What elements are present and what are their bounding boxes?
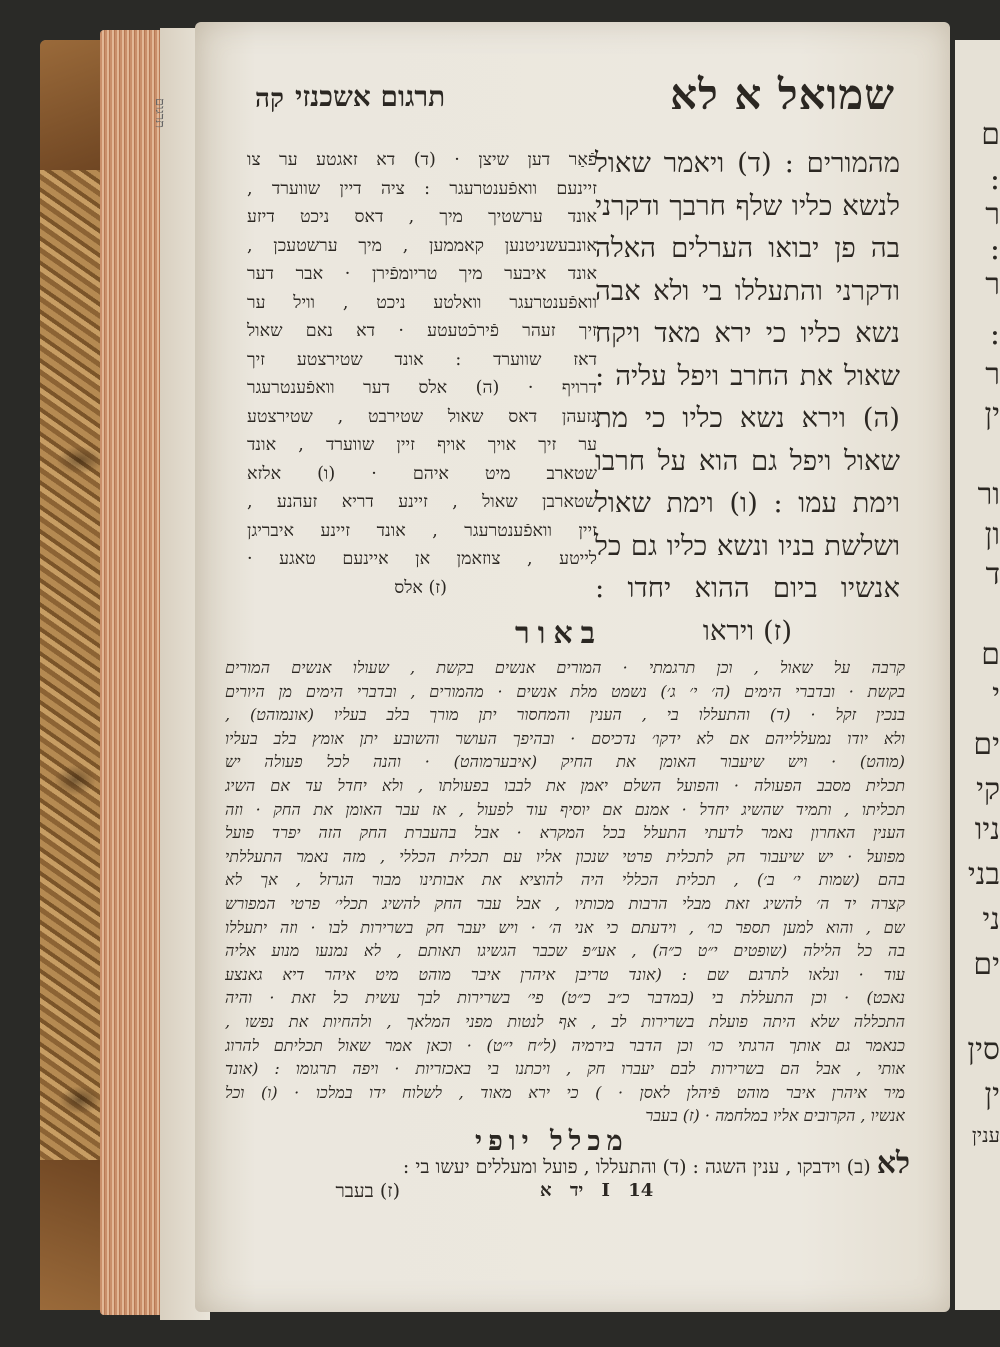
commentary-line: תכלית מסבב הפעולה · והפועל השלם יאמן את לבבו בפעולתו , ולא יחדל עד אם השיג [225, 775, 905, 795]
facing-fragment: ים [973, 727, 1000, 762]
facing-fragment: בני [967, 857, 1000, 892]
targum-line: וואפֿענטרעגר וואלטע ניכט , וויל ער [247, 292, 597, 313]
commentary-line: ולא יודו נמעללייהם אם לא ידקו׳ נדכיסם · ובהיפך העושר והשובע יתן אומץ בלב בעליו [225, 728, 905, 748]
main-line: שאול ויפל גם הוא על חרבו [595, 444, 900, 477]
targum-column [247, 146, 597, 602]
commentary-line: עוד · ונלאו לתרגם שם : (אונד טריבן איהרן איבר מוהט מיט איהר דיא גאנצע [225, 964, 905, 984]
targum-line: אונבעשניטנען קאממען , מיך ערשטעכן , [247, 235, 597, 256]
targum-line: זיך זעהר פֿירכֿטעטע · דא נאם שאול [247, 321, 597, 341]
facing-fragment: ם [981, 637, 1000, 672]
commentary-heading: באור [515, 616, 604, 651]
facing-fragment: ין [984, 1077, 1000, 1112]
commentary-line: כנאמר גם אותך הרגתי כו׳ וכן הדבר בירמיה (ל״ח י״ט) · וכאן אמר שאול תכליתם להרוג [225, 1035, 905, 1055]
glossary-catchword: (ז) בעבר [335, 1180, 400, 1202]
signature-number: 14 [628, 1180, 654, 1201]
targum-line: לייטע , צוזאמן אן איינעם טאגע · [247, 549, 597, 569]
commentary-line: בקשת · ובדברי הימים (ה׳ י׳ ג׳) נשמט מלת אנשים · מהמורים , ובדברי הימים מן היורים [225, 681, 905, 701]
targum-line: דרויף · (ה) אלס דער וואפֿענטרעגר [247, 378, 597, 398]
glossary-text: (ב) וידבקו , ענין השגה : (ד) והתעללו , פועל ומעללים יעשו בי : [402, 1156, 871, 1178]
glossary-heading: מכלל יופי [475, 1126, 629, 1157]
signature-letters: יד א [540, 1180, 584, 1201]
main-line: לנשא כליו שלף חרבך ודקרני [595, 189, 900, 222]
book-page [195, 22, 950, 1312]
facing-fragment: ני [982, 902, 1000, 937]
facing-fragment: : [989, 232, 1000, 267]
targum-line: ער זיך אויך אויף זיין שווערד , אונד [247, 435, 597, 455]
glossary-chapter: לא [876, 1146, 910, 1181]
facing-fragment: : [989, 317, 1000, 352]
targum-line: פֿאַר דען שיצן · (ד) דא זאגטע ער צו [247, 150, 597, 170]
signature-mark: I [601, 1180, 610, 1201]
commentary-line: מפועל · יש שיעבור חק לתכלית פרטי שנכון אליו עם תכלית הכללי , מזה נאמר התעללתי [225, 846, 905, 866]
commentary-line: נאכט) · וכן התעללת בי (במדבר כ״ב כ״ט) פי׳ בשרירות לבך עשית כל זאת · והיה [225, 988, 905, 1008]
main-line: ודקרני והתעללו בי ולא אבה [595, 274, 900, 307]
targum-line: שטארב מיט איהם · (ו) אלזא [247, 463, 597, 484]
commentary-line: הענין האחרון נאמר לדעתי התעלל בכל המקרא · אבל בהעברת החק הזה יפרד פועל [225, 823, 905, 843]
commentary-line: בנכין זקל · (ד) והתעללו בי , הענין והמחסור יתן מורך בלב בעליו (אונמוהט) , [225, 705, 905, 725]
facing-fragment: ין [984, 397, 1000, 432]
main-line: וימת עמו : (ו) וימת שאול [595, 487, 900, 519]
facing-fragment: ר [985, 357, 1000, 392]
facing-page-sliver [955, 40, 1000, 1310]
main-line: (ה) וירא נשא כליו כי מת [595, 402, 900, 434]
commentary-line: מיר איהרן איבר מוהט פֿיהלן לאסן · ) כי ירא מאוד , לשלוח ידו במלכו · (ו) וכל [225, 1082, 905, 1102]
commentary-line: התכללה שלא היתה פועלת בשרירות לב , אף לנטות מפני המלאך , ולהחיות את נפשו , [225, 1011, 905, 1031]
printer-signature [540, 1180, 653, 1201]
facing-fragment: ם [981, 117, 1000, 152]
main-text-column [595, 142, 900, 652]
main-line: ושלשת בניו ונשא כליו גם כל [595, 529, 900, 562]
targum-line: שטארבן שאול , זיינע דריא זעהנע , [247, 492, 597, 512]
commentary-line: תכליתו , ותמיד שהשיג יחדל · אמנם אם יוסיף עוד לפעול , אז עבר האומן את החק · וזה [225, 799, 905, 819]
facing-fragment: סין [967, 1032, 1000, 1067]
commentary-line: קרבה על שאול , וכן תרגמתי · המורים אנשים בקשת , שעולו אנשים המורים [225, 658, 905, 677]
facing-fragment: : [989, 162, 1000, 197]
commentary-line: בהם (שמות י׳ ב׳) , תכלית הכללי היה להוציא את אבותינו מבור הגרזל , אך לא [225, 870, 905, 890]
main-line: שאול את החרב ויפל עליה : [595, 359, 900, 392]
targum-line: אונד איבער מיך טריומפֿירן · אבר דער [247, 264, 597, 284]
running-title: שמואל א לא [670, 70, 895, 119]
facing-fragment: י [992, 677, 1000, 712]
facing-fragment: ור [977, 477, 1000, 512]
commentary-line: בה כל הלילה (שופטים י״ט כ״ה) , אע״פ שכבר הגשיגו תאותם , לא נמנעו מנוע אליה [225, 941, 905, 961]
facing-fragment: ד [985, 557, 1000, 592]
targum-line: גזעהן דאס שאול שטירבט , שטירצטע [247, 406, 597, 427]
targum-line: דאז שווערד : אונד שטירצטע זיך [247, 349, 597, 370]
commentary-line: קצרה יד ה׳ להשיג זאת מבלי הרבות מכותיו , אבל עבר החק להשיג תכלי׳ פרטי המפורש [225, 893, 905, 913]
targum-line: אונד ערשטיך מיך , דאס ניכט דיזע [247, 207, 597, 227]
page-number: קה [255, 84, 284, 114]
main-line: נשא כליו כי ירא מאד ויקח [595, 317, 900, 349]
main-catchword: (ז) ויראו [702, 614, 793, 647]
commentary-block [225, 656, 905, 1128]
facing-fragment: קי [976, 772, 1000, 807]
main-line: אנשיו ביום ההוא יחדו : [595, 572, 900, 604]
targum-line: זיינעם וואפֿענטרעגר : ציה דיין שווערד , [247, 178, 597, 199]
main-line: בה פן יבואו הערלים האלה [595, 232, 900, 264]
facing-fragment: ר [985, 267, 1000, 302]
targum-line: זיין וואפֿענטרעגר , אונד זיינע איבריגן [247, 520, 597, 541]
main-line: מהמורים : (ד) ויאמר שאול [595, 147, 900, 179]
targum-catchword: (ז) אלס [394, 577, 447, 598]
commentary-line: שם , והוא למען תספר כו׳ , וידעתם כי אני ה׳ · ויש יעבר חק בשרירות לבו · וזה יתעללו [225, 917, 905, 937]
facing-fragment: ר [985, 197, 1000, 232]
commentary-line: (מוהט) · ויש שיעבור האומן את החיק (איבערמוהט) · והנה לכל פעולה יש [225, 752, 905, 772]
spine-text: תרגום [152, 98, 167, 129]
targum-running-title: תרגום אשכנזי [295, 80, 446, 113]
facing-fragment: ים [973, 947, 1000, 982]
facing-fragment: ענין [971, 1123, 1000, 1147]
facing-fragment: ניו [974, 812, 1000, 847]
facing-fragment: ון [984, 517, 1000, 552]
commentary-line: אנשיו , הקרובים אליו במלחמה · (ז) בעבר [645, 1106, 905, 1126]
commentary-line: אותי , אבל הם בשרירות לבם יעברו חק , ויכתנו בי באכזריות · ויפה תרגומו : (אונד [225, 1059, 905, 1079]
